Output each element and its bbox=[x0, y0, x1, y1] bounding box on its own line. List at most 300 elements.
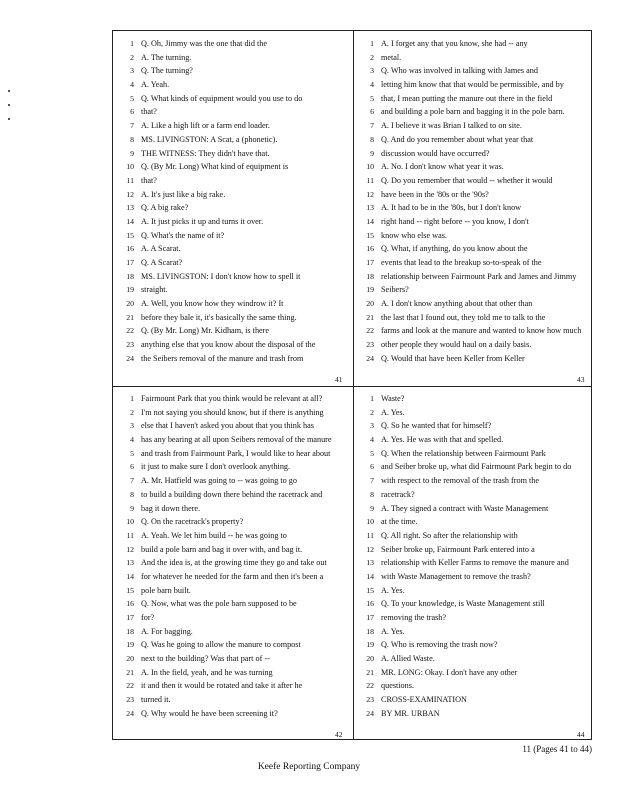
page-grid bbox=[112, 30, 592, 740]
transcript-line bbox=[357, 147, 587, 161]
transcript-line bbox=[117, 51, 347, 65]
line-text: it and then it would be rotated and take it after he bbox=[141, 681, 303, 691]
transcript-line bbox=[117, 37, 347, 51]
line-number: 5 bbox=[370, 448, 374, 458]
line-text: and Seiber broke up, what did Fairmount Park begin to do bbox=[381, 462, 572, 472]
line-text: Q. All right. So after the relationship with bbox=[381, 530, 518, 540]
line-number: 3 bbox=[130, 421, 134, 431]
line-number: 24 bbox=[126, 708, 134, 718]
transcript-line bbox=[357, 584, 587, 598]
transcript-line bbox=[117, 419, 347, 433]
line-number: 15 bbox=[126, 585, 134, 595]
line-number: 10 bbox=[126, 517, 134, 527]
line-number: 11 bbox=[126, 530, 134, 540]
line-number: 8 bbox=[370, 489, 374, 499]
transcript-line bbox=[117, 625, 347, 639]
transcript-line bbox=[357, 105, 587, 119]
transcript-line bbox=[357, 419, 587, 433]
transcript-line bbox=[357, 119, 587, 133]
horizontal-divider bbox=[113, 386, 591, 387]
transcript-line bbox=[357, 352, 587, 366]
transcript-line bbox=[357, 338, 587, 352]
line-number: 15 bbox=[366, 585, 374, 595]
line-number: 19 bbox=[366, 640, 374, 650]
transcript-line bbox=[117, 119, 347, 133]
transcript-line bbox=[357, 543, 587, 557]
line-text: A. Mr. Hatfield was going to -- was going to go bbox=[141, 476, 297, 486]
line-number: 19 bbox=[126, 640, 134, 650]
line-text: A. It had to be in the '80s, but I don't know bbox=[381, 203, 522, 213]
transcript-line bbox=[117, 64, 347, 78]
line-number: 22 bbox=[126, 326, 134, 336]
line-text: A. For bagging. bbox=[141, 626, 193, 636]
line-text: Q. So he wanted that for himself? bbox=[381, 421, 492, 431]
transcript-line bbox=[117, 584, 347, 598]
line-number: 23 bbox=[366, 340, 374, 350]
line-number: 9 bbox=[370, 503, 374, 513]
line-number: 21 bbox=[366, 312, 374, 322]
transcript-line bbox=[117, 515, 347, 529]
line-number: 23 bbox=[366, 695, 374, 705]
line-text: Q. (By Mr. Long) What kind of equipment is bbox=[141, 162, 289, 172]
transcript-line bbox=[117, 666, 347, 680]
line-number: 18 bbox=[126, 271, 134, 281]
line-text: Q. Was he going to allow the manure to compost bbox=[141, 640, 301, 650]
transcript-line bbox=[117, 474, 347, 488]
transcript-line bbox=[357, 707, 587, 721]
line-text: at the time. bbox=[381, 517, 418, 527]
transcript-line bbox=[357, 160, 587, 174]
line-number: 4 bbox=[130, 80, 134, 90]
transcript-line bbox=[357, 611, 587, 625]
line-text: bag it down there. bbox=[141, 503, 201, 513]
transcript-line bbox=[117, 556, 347, 570]
transcript-line bbox=[357, 242, 587, 256]
line-number: 17 bbox=[366, 258, 374, 267]
transcript-line bbox=[357, 666, 587, 680]
transcript-line bbox=[357, 229, 587, 243]
transcript-line bbox=[117, 570, 347, 584]
line-number: 19 bbox=[126, 285, 134, 295]
line-number: 11 bbox=[126, 175, 134, 185]
page-number: 42 bbox=[335, 730, 343, 737]
line-number: 20 bbox=[366, 654, 374, 664]
line-text: Q. What kinds of equipment would you use to do bbox=[141, 93, 303, 103]
line-text: relationship with Keller Farms to remove the manure and bbox=[381, 558, 569, 568]
line-number: 16 bbox=[366, 599, 374, 609]
transcript-line bbox=[357, 133, 587, 147]
line-text: Q. What, if anything, do you know about the bbox=[381, 244, 528, 254]
line-text: Q. Would that have been Keller from Keller bbox=[381, 353, 525, 363]
line-text: THE WITNESS: They didn't have that. bbox=[141, 148, 270, 158]
line-number: 3 bbox=[370, 421, 374, 431]
line-number: 18 bbox=[366, 271, 374, 281]
transcript-line bbox=[117, 338, 347, 352]
line-number: 17 bbox=[126, 258, 134, 267]
line-number: 8 bbox=[130, 489, 134, 499]
line-number: 14 bbox=[126, 216, 134, 226]
line-text: Q. A Scarat? bbox=[141, 258, 183, 267]
line-number: 21 bbox=[126, 312, 134, 322]
line-text: A. It just picks it up and turns it over. bbox=[141, 216, 264, 226]
line-text: A. Yes. He was with that and spelled. bbox=[381, 435, 504, 445]
line-number: 12 bbox=[126, 544, 134, 554]
transcript-line bbox=[117, 488, 347, 502]
transcript-line bbox=[117, 611, 347, 625]
line-number: 2 bbox=[130, 52, 134, 62]
transcript-line bbox=[357, 693, 587, 707]
transcript-line bbox=[357, 37, 587, 51]
transcript-line bbox=[117, 406, 347, 420]
transcript-line bbox=[117, 460, 347, 474]
line-number: 8 bbox=[370, 134, 374, 144]
transcript-line bbox=[117, 679, 347, 693]
line-text: Q. Who was involved in talking with James and bbox=[381, 66, 538, 76]
line-text: Seibers? bbox=[381, 285, 409, 295]
line-number: 11 bbox=[366, 175, 374, 185]
line-text: letting him know that that would be permissible, and by bbox=[381, 80, 564, 90]
vertical-divider bbox=[353, 31, 354, 739]
line-text: to build a building down there behind the racetrack and bbox=[141, 489, 323, 499]
transcript-page-42 bbox=[117, 392, 347, 737]
transcript-line bbox=[357, 406, 587, 420]
line-number: 12 bbox=[366, 544, 374, 554]
transcript-line bbox=[357, 51, 587, 65]
transcript-line bbox=[117, 229, 347, 243]
line-number: 2 bbox=[370, 407, 374, 417]
margin-mark bbox=[8, 118, 10, 120]
line-text: Q. Now, what was the pole barn supposed to be bbox=[141, 599, 297, 609]
transcript-line bbox=[117, 311, 347, 325]
line-text: Q. A big rake? bbox=[141, 203, 189, 213]
line-number: 13 bbox=[366, 203, 374, 213]
line-text: I'm not saying you should know, but if there is anything bbox=[141, 407, 324, 417]
line-number: 22 bbox=[366, 681, 374, 691]
transcript-line bbox=[117, 160, 347, 174]
line-number: 6 bbox=[370, 462, 374, 472]
line-text: A. Allied Waste. bbox=[381, 654, 435, 664]
line-text: and trash from Fairmount Park, I would like to hear about bbox=[141, 448, 331, 458]
line-text: with Waste Management to remove the trash? bbox=[381, 571, 531, 581]
line-number: 1 bbox=[370, 394, 374, 403]
line-text: for whatever he needed for the farm and then it's been a bbox=[141, 571, 324, 581]
transcript-line bbox=[357, 460, 587, 474]
transcript-line bbox=[357, 597, 587, 611]
margin-mark bbox=[8, 90, 10, 92]
line-number: 9 bbox=[130, 148, 134, 158]
transcript-line bbox=[357, 188, 587, 202]
line-text: right hand -- right before -- you know, I don't bbox=[381, 216, 529, 226]
line-text: A. Well, you know how they windrow it? It bbox=[141, 299, 284, 309]
line-text: A. Yeah. bbox=[141, 80, 170, 90]
transcript-line bbox=[357, 679, 587, 693]
transcript-page-43 bbox=[357, 37, 587, 382]
line-text: questions. bbox=[381, 681, 414, 691]
transcript-line bbox=[117, 693, 347, 707]
line-text: with respect to the removal of the trash from the bbox=[381, 476, 540, 486]
line-number: 17 bbox=[366, 613, 374, 622]
transcript-line bbox=[117, 105, 347, 119]
line-text: Q. (By Mr. Long) Mr. Kidham, is there bbox=[141, 326, 270, 336]
line-text: racetrack? bbox=[381, 489, 415, 499]
line-number: 12 bbox=[366, 189, 374, 199]
transcript-line bbox=[117, 188, 347, 202]
line-number: 22 bbox=[366, 326, 374, 336]
transcript-line bbox=[117, 707, 347, 721]
transcript-line bbox=[357, 215, 587, 229]
line-text: A. I don't know anything about that other than bbox=[381, 299, 533, 309]
transcript-line bbox=[357, 392, 587, 406]
line-text: and building a pole barn and bagging it in the pole barn. bbox=[381, 107, 565, 117]
transcript-line bbox=[357, 311, 587, 325]
line-text: straight. bbox=[141, 285, 168, 295]
line-text: that? bbox=[141, 175, 157, 185]
line-text: MS. LIVINGSTON: A Scat, a (phonetic). bbox=[141, 134, 278, 144]
line-number: 18 bbox=[366, 626, 374, 636]
line-number: 7 bbox=[370, 121, 374, 131]
line-number: 6 bbox=[370, 107, 374, 117]
line-number: 1 bbox=[130, 39, 134, 48]
line-text: CROSS-EXAMINATION bbox=[381, 695, 467, 705]
line-text: Q. And do you remember about what year that bbox=[381, 134, 534, 144]
line-number: 13 bbox=[366, 558, 374, 568]
transcript-line bbox=[117, 324, 347, 338]
transcript-line bbox=[117, 78, 347, 92]
line-text: else that I haven't asked you about that you think has bbox=[141, 421, 314, 431]
line-text: A. The turning. bbox=[141, 52, 192, 62]
line-number: 3 bbox=[130, 66, 134, 76]
transcript-line bbox=[357, 201, 587, 215]
line-number: 22 bbox=[126, 681, 134, 691]
line-text: Fairmount Park that you think would be relevant at all? bbox=[141, 394, 323, 403]
line-number: 16 bbox=[126, 244, 134, 254]
line-text: Q. What's the name of it? bbox=[141, 230, 225, 240]
transcript-line bbox=[357, 515, 587, 529]
line-text: A. They signed a contract with Waste Management bbox=[381, 503, 549, 513]
transcript-line bbox=[117, 242, 347, 256]
transcript-line bbox=[357, 283, 587, 297]
line-text: build a pole barn and bag it over with, and bag it. bbox=[141, 544, 303, 554]
line-text: has any bearing at all upon Seibers removal of the manure bbox=[141, 435, 332, 445]
line-text: BY MR. URBAN bbox=[381, 708, 440, 718]
transcript-page-41 bbox=[117, 37, 347, 382]
transcript-line bbox=[357, 502, 587, 516]
line-text: A. Yeah. We let him build -- he was going to bbox=[141, 530, 287, 540]
transcript-line bbox=[117, 215, 347, 229]
line-number: 10 bbox=[366, 517, 374, 527]
line-number: 10 bbox=[126, 162, 134, 172]
transcript-line bbox=[117, 283, 347, 297]
transcript-line bbox=[117, 543, 347, 557]
line-number: 9 bbox=[370, 148, 374, 158]
line-number: 4 bbox=[370, 80, 374, 90]
line-text: for? bbox=[141, 613, 155, 622]
line-text: Q. On the racetrack's property? bbox=[141, 517, 244, 527]
line-text: A. Like a high lift or a farm end loader. bbox=[141, 121, 270, 131]
line-number: 16 bbox=[366, 244, 374, 254]
line-text: the Seibers removal of the manure and trash from bbox=[141, 353, 304, 363]
line-number: 7 bbox=[130, 121, 134, 131]
line-number: 5 bbox=[130, 448, 134, 458]
line-text: removing the trash? bbox=[381, 613, 447, 622]
line-text: anything else that you know about the disposal of the bbox=[141, 340, 316, 350]
line-text: Waste? bbox=[381, 394, 405, 403]
transcript-line bbox=[357, 652, 587, 666]
transcript-line bbox=[357, 324, 587, 338]
line-number: 15 bbox=[126, 230, 134, 240]
line-number: 21 bbox=[366, 667, 374, 677]
transcript-line bbox=[117, 174, 347, 188]
line-number: 11 bbox=[366, 530, 374, 540]
transcript-line bbox=[117, 147, 347, 161]
transcript-line bbox=[117, 352, 347, 366]
line-number: 17 bbox=[126, 613, 134, 622]
line-text: Q. Who is removing the trash now? bbox=[381, 640, 498, 650]
line-number: 9 bbox=[130, 503, 134, 513]
transcript-line bbox=[357, 174, 587, 188]
transcript-line bbox=[117, 256, 347, 270]
line-number: 6 bbox=[130, 107, 134, 117]
line-text: A. A Scarat. bbox=[141, 244, 181, 254]
line-text: relationship between Fairmount Park and James and Jimmy bbox=[381, 271, 577, 281]
line-number: 19 bbox=[366, 285, 374, 295]
line-text: Q. Oh, Jimmy was the one that did the bbox=[141, 39, 267, 48]
transcript-line bbox=[117, 392, 347, 406]
line-number: 14 bbox=[126, 571, 134, 581]
transcript-line bbox=[357, 488, 587, 502]
transcript-line bbox=[357, 433, 587, 447]
transcript-line bbox=[357, 297, 587, 311]
transcript-line bbox=[357, 64, 587, 78]
margin-mark bbox=[8, 104, 10, 106]
transcript-line bbox=[357, 570, 587, 584]
line-text: farms and look at the manure and wanted to know how much bbox=[381, 326, 582, 336]
transcript-line bbox=[357, 78, 587, 92]
line-text: A. Yes. bbox=[381, 585, 405, 595]
line-text: A. I believe it was Brian I talked to on site. bbox=[381, 121, 522, 131]
transcript-line bbox=[117, 297, 347, 311]
line-text: events that lead to the breakup so-to-speak of the bbox=[381, 258, 542, 267]
line-text: Q. The turning? bbox=[141, 66, 193, 76]
transcript-line bbox=[357, 529, 587, 543]
line-text: A. Yes. bbox=[381, 626, 405, 636]
transcript-line bbox=[117, 270, 347, 284]
line-text: Q. When the relationship between Fairmount Park bbox=[381, 448, 546, 458]
line-text: the last that I found out, they told me to talk to the bbox=[381, 312, 546, 322]
page-number: 44 bbox=[577, 730, 585, 737]
line-number: 18 bbox=[126, 626, 134, 636]
transcript-line bbox=[357, 556, 587, 570]
page-number: 41 bbox=[335, 375, 343, 382]
line-number: 24 bbox=[366, 708, 374, 718]
transcript-line bbox=[117, 652, 347, 666]
line-number: 10 bbox=[366, 162, 374, 172]
line-number: 15 bbox=[366, 230, 374, 240]
line-text: A. It's just like a big rake. bbox=[141, 189, 226, 199]
transcript-line bbox=[117, 133, 347, 147]
line-number: 8 bbox=[130, 134, 134, 144]
transcript-line bbox=[357, 92, 587, 106]
line-text: A. Yes. bbox=[381, 407, 405, 417]
line-text: pole barn built. bbox=[141, 585, 191, 595]
line-number: 16 bbox=[126, 599, 134, 609]
line-text: MR. LONG: Okay. I don't have any other bbox=[381, 667, 518, 677]
line-number: 2 bbox=[370, 52, 374, 62]
line-number: 13 bbox=[126, 203, 134, 213]
line-text: Seiber broke up, Fairmount Park entered into a bbox=[381, 544, 535, 554]
line-text: Q. To your knowledge, is Waste Management still bbox=[381, 599, 545, 609]
line-text: metal. bbox=[381, 52, 402, 62]
line-number: 21 bbox=[126, 667, 134, 677]
line-text: And the idea is, at the growing time they go and take out bbox=[141, 558, 327, 568]
line-number: 4 bbox=[130, 435, 134, 445]
line-number: 23 bbox=[126, 340, 134, 350]
line-text: next to the building? Was that part of -- bbox=[141, 654, 270, 664]
line-text: that? bbox=[141, 107, 157, 117]
transcript-line bbox=[117, 447, 347, 461]
line-number: 14 bbox=[366, 571, 374, 581]
line-text: have been in the '80s or the '90s? bbox=[381, 189, 489, 199]
line-text: Q. Do you remember that would -- whether it would bbox=[381, 175, 553, 185]
transcript-line bbox=[117, 92, 347, 106]
line-number: 4 bbox=[370, 435, 374, 445]
line-number: 24 bbox=[366, 353, 374, 363]
transcript-line bbox=[117, 597, 347, 611]
line-text: A. I forget any that you know, she had -- any bbox=[381, 39, 528, 48]
line-number: 12 bbox=[126, 189, 134, 199]
transcript-line bbox=[357, 625, 587, 639]
line-number: 13 bbox=[126, 558, 134, 568]
line-number: 7 bbox=[370, 476, 374, 486]
line-text: A. No. I don't know what year it was. bbox=[381, 162, 504, 172]
line-text: other people they would haul on a daily basis. bbox=[381, 340, 532, 350]
line-number: 5 bbox=[370, 93, 374, 103]
line-text: MS. LIVINGSTON: I don't know how to spell it bbox=[141, 271, 301, 281]
line-number: 1 bbox=[130, 394, 134, 403]
line-number: 20 bbox=[126, 299, 134, 309]
line-number: 7 bbox=[130, 476, 134, 486]
transcript-line bbox=[357, 474, 587, 488]
line-text: A. In the field, yeah, and he was turning bbox=[141, 667, 273, 677]
line-number: 3 bbox=[370, 66, 374, 76]
line-text: turned it. bbox=[141, 695, 171, 705]
transcript-line bbox=[117, 433, 347, 447]
transcript-line bbox=[117, 201, 347, 215]
line-text: discussion would have occurred? bbox=[381, 148, 490, 158]
transcript-line bbox=[357, 638, 587, 652]
line-number: 20 bbox=[366, 299, 374, 309]
line-number: 20 bbox=[126, 654, 134, 664]
line-number: 23 bbox=[126, 695, 134, 705]
line-text: Q. Why would he have been screening it? bbox=[141, 708, 278, 718]
line-number: 1 bbox=[370, 39, 374, 48]
line-number: 5 bbox=[130, 93, 134, 103]
transcript-line bbox=[357, 256, 587, 270]
line-text: before they bale it, it's basically the same thing. bbox=[141, 312, 297, 322]
page-range: 11 (Pages 41 to 44) bbox=[522, 744, 592, 754]
line-text: it just to make sure I don't overlook anything. bbox=[141, 462, 291, 472]
line-text: know who else was. bbox=[381, 230, 447, 240]
page-number: 43 bbox=[577, 375, 585, 382]
company-name: Keefe Reporting Company bbox=[257, 762, 361, 772]
transcript-line bbox=[117, 638, 347, 652]
transcript-page-44 bbox=[357, 392, 587, 737]
transcript-line bbox=[117, 529, 347, 543]
transcript-line bbox=[357, 270, 587, 284]
transcript-line bbox=[117, 502, 347, 516]
line-number: 2 bbox=[130, 407, 134, 417]
line-number: 6 bbox=[130, 462, 134, 472]
